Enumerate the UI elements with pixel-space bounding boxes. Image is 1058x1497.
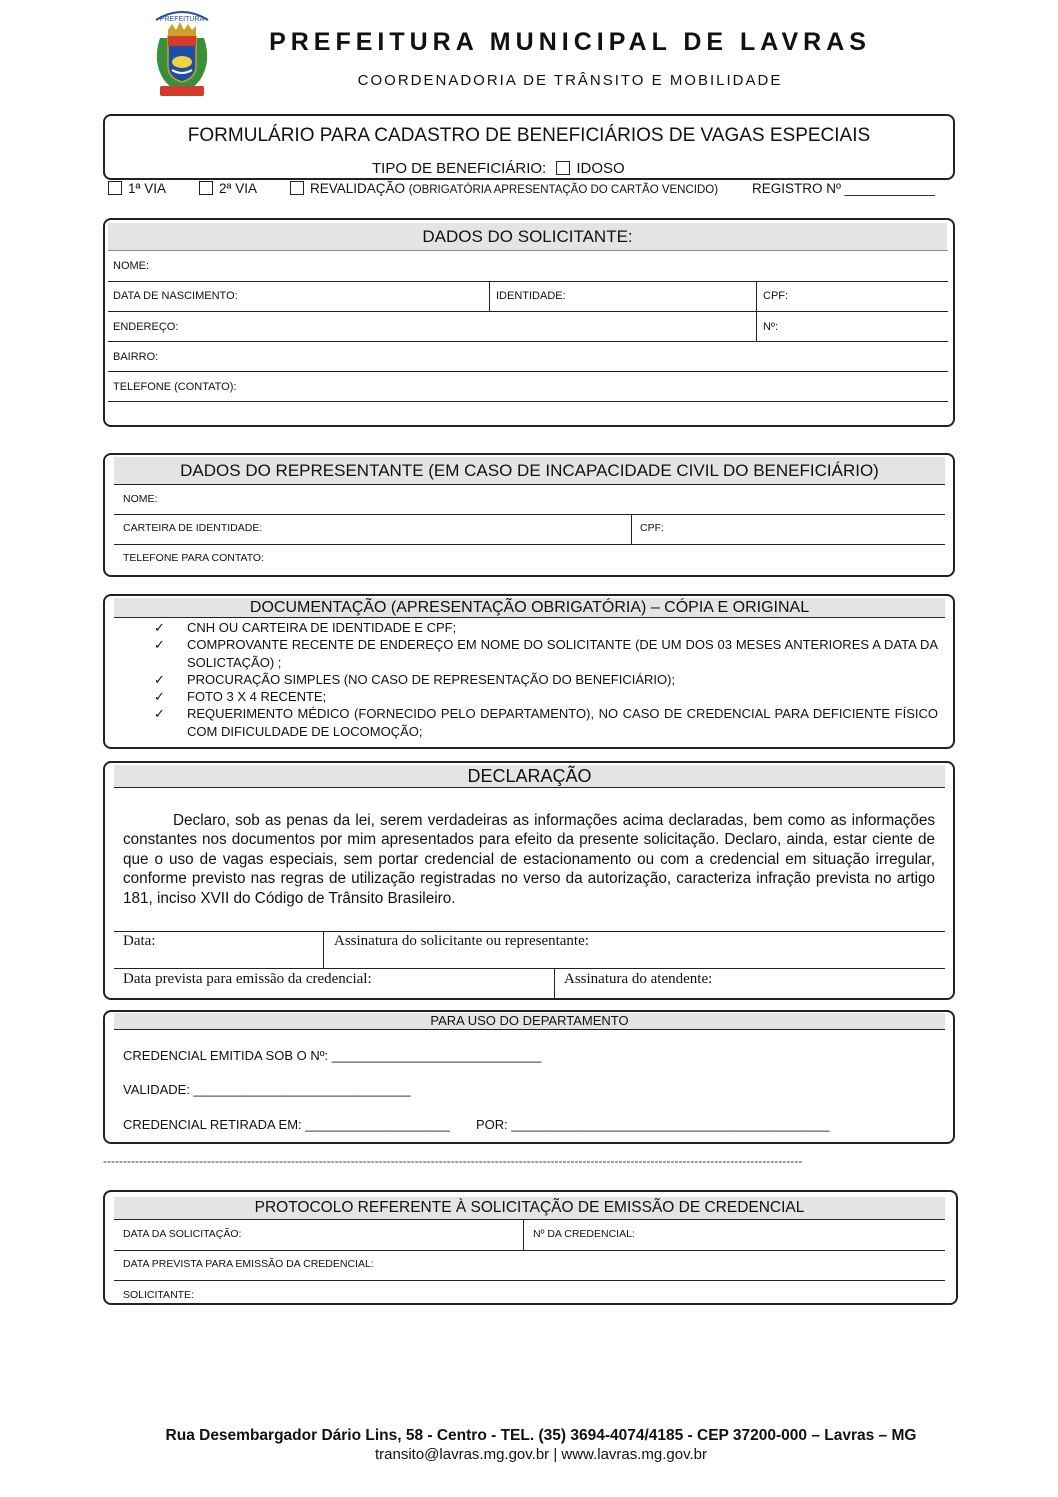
representante-cpf-field[interactable]: CPF:	[640, 522, 664, 534]
representante-carteira-field[interactable]: CARTEIRA DE IDENTIDADE:	[123, 522, 263, 534]
list-item: ✓ FOTO 3 X 4 RECENTE;	[154, 689, 327, 705]
via-1-label: 1ª VIA	[128, 181, 167, 196]
via-1-checkbox[interactable]	[108, 181, 122, 195]
beneficiary-type-row	[372, 160, 625, 177]
declaracao-text: Declaro, sob as penas da lei, serem verdadeiras as informações acima declaradas, bem como as informações constantes nos documentos por mim apresentados para efeito da presente solicitação. Declaro, ainda, estar ciente de que o uso de vagas especiais, sem portar credencial de estacionamento ou com a credencial em situação irregular, conforme previsto nas regras de utilização registradas no verso da autorização, caracteriza infração prevista no artigo 181, inciso XVII do Código de Trânsito Brasileiro.	[123, 812, 935, 907]
solicitante-cpf-field[interactable]: CPF:	[763, 290, 789, 302]
protocolo-data-prevista-field[interactable]: DATA PREVISTA PARA EMISSÃO DA CREDENCIAL:	[123, 1258, 374, 1270]
declaracao-data-field[interactable]: Data:	[123, 933, 156, 949]
protocolo-solicitante-field[interactable]: SOLICITANTE:	[123, 1289, 194, 1301]
via-2-option[interactable]	[199, 181, 257, 196]
registro-field[interactable]: REGISTRO Nº ____________	[752, 181, 935, 196]
documentacao-list	[150, 619, 938, 740]
solicitante-telefone-field[interactable]: TELEFONE (CONTATO):	[113, 381, 237, 393]
via-2-label: 2ª VIA	[219, 181, 258, 196]
via-2-checkbox[interactable]	[199, 181, 213, 195]
revalidacao-note: (OBRIGATÓRIA APRESENTAÇÃO DO CARTÃO VENCIDO)	[408, 184, 719, 196]
cut-line: -------------------------------------------------------------------------------------------------------------------------------------------------------------------------------	[103, 1154, 803, 1168]
representante-telefone-field[interactable]: TELEFONE PARA CONTATO:	[123, 552, 264, 564]
documentacao-section-title: DOCUMENTAÇÃO (APRESENTAÇÃO OBRIGATÓRIA) – CÓPIA E ORIGINAL	[114, 598, 945, 618]
municipal-coat-of-arms-logo	[146, 10, 218, 102]
page-title: PREFEITURA MUNICIPAL DE LAVRAS	[269, 28, 871, 56]
credencial-retirada-field[interactable]: CREDENCIAL RETIRADA EM: ____________________	[123, 1117, 450, 1132]
protocolo-section-title: PROTOCOLO REFERENTE À SOLICITAÇÃO DE EMISSÃO DE CREDENCIAL	[114, 1197, 945, 1219]
protocolo-data-solicitacao-field[interactable]: DATA DA SOLICITAÇÃO:	[123, 1228, 242, 1240]
idoso-option-label: IDOSO	[576, 160, 625, 177]
checkmark-icon: ✓	[154, 637, 165, 653]
via-1-option[interactable]	[108, 181, 166, 196]
credencial-emitida-field[interactable]: CREDENCIAL EMITIDA SOB O Nº: _____________________________	[123, 1048, 542, 1063]
declaracao-data-prevista-field[interactable]: Data prevista para emissão da credencial:	[123, 971, 372, 987]
solicitante-section-title: DADOS DO SOLICITANTE:	[108, 223, 947, 250]
footer-address: Rua Desembargador Dário Lins, 58 - Centro - TEL. (35) 3694-4074/4185 - CEP 37200-000 – Lavras – MG	[165, 1427, 917, 1444]
solicitante-nome-field[interactable]: NOME:	[113, 260, 150, 272]
representante-nome-field[interactable]: NOME:	[123, 493, 158, 505]
beneficiary-type-label: TIPO DE BENEFICIÁRIO:	[372, 160, 547, 177]
declaracao-assinatura-atendente-field[interactable]: Assinatura do atendente:	[564, 971, 713, 987]
footer-contact: transito@lavras.mg.gov.br | www.lavras.mg.gov.br	[374, 1446, 707, 1463]
checkmark-icon: ✓	[154, 689, 165, 705]
list-item: ✓ COMPROVANTE RECENTE DE ENDEREÇO EM NOME DO SOLICITANTE (DE UM DOS 03 MESES ANTERIORES A DATA DA SOLICTAÇÃO) ;	[154, 637, 938, 670]
declaracao-section-title: DECLARAÇÃO	[114, 765, 945, 787]
revalidacao-label: REVALIDAÇÃO	[310, 181, 406, 196]
representante-section-title: DADOS DO REPRESENTANTE (EM CASO DE INCAPACIDADE CIVIL DO BENEFICIÁRIO)	[114, 457, 945, 484]
solicitante-identidade-field[interactable]: IDENTIDADE:	[496, 290, 566, 302]
retirada-por-field[interactable]: POR: ____________________________________________	[476, 1117, 830, 1132]
solicitante-nascimento-field[interactable]: DATA DE NASCIMENTO:	[113, 290, 238, 302]
solicitante-numero-field[interactable]: Nº:	[763, 321, 779, 333]
checkmark-icon: ✓	[154, 620, 165, 635]
revalidacao-option[interactable]	[290, 181, 718, 196]
form-title: FORMULÁRIO PARA CADASTRO DE BENEFICIÁRIOS DE VAGAS ESPECIAIS	[187, 125, 871, 146]
list-item: ✓ PROCURAÇÃO SIMPLES (NO CASO DE REPRESENTAÇÃO DO BENEFICIÁRIO);	[154, 671, 676, 687]
idoso-checkbox[interactable]	[556, 161, 570, 175]
list-item: ✓ CNH OU CARTEIRA DE IDENTIDADE E CPF;	[154, 620, 457, 635]
solicitante-endereco-field[interactable]: ENDEREÇO:	[113, 321, 179, 333]
checkmark-icon: ✓	[154, 671, 165, 687]
departamento-section-title: PARA USO DO DEPARTAMENTO	[114, 1013, 945, 1029]
page-subtitle: COORDENADORIA DE TRÂNSITO E MOBILIDADE	[357, 72, 783, 89]
solicitante-bairro-field[interactable]: BAIRRO:	[113, 351, 159, 363]
svg-text:PREFEITURA: PREFEITURA	[159, 16, 205, 23]
checkmark-icon: ✓	[154, 706, 165, 722]
revalidacao-checkbox[interactable]	[290, 181, 304, 195]
list-item: ✓ REQUERIMENTO MÉDICO (FORNECIDO PELO DEPARTAMENTO), NO CASO DE CREDENCIAL PARA DEFICIENTE FÍSICO COM DIFICULDADE DE LOCOMOÇÃO;	[154, 706, 938, 739]
validade-field[interactable]: VALIDADE: ______________________________	[123, 1082, 411, 1097]
declaracao-assinatura-field[interactable]: Assinatura do solicitante ou representante:	[334, 933, 589, 949]
protocolo-num-credencial-field[interactable]: Nº DA CREDENCIAL:	[533, 1228, 635, 1240]
